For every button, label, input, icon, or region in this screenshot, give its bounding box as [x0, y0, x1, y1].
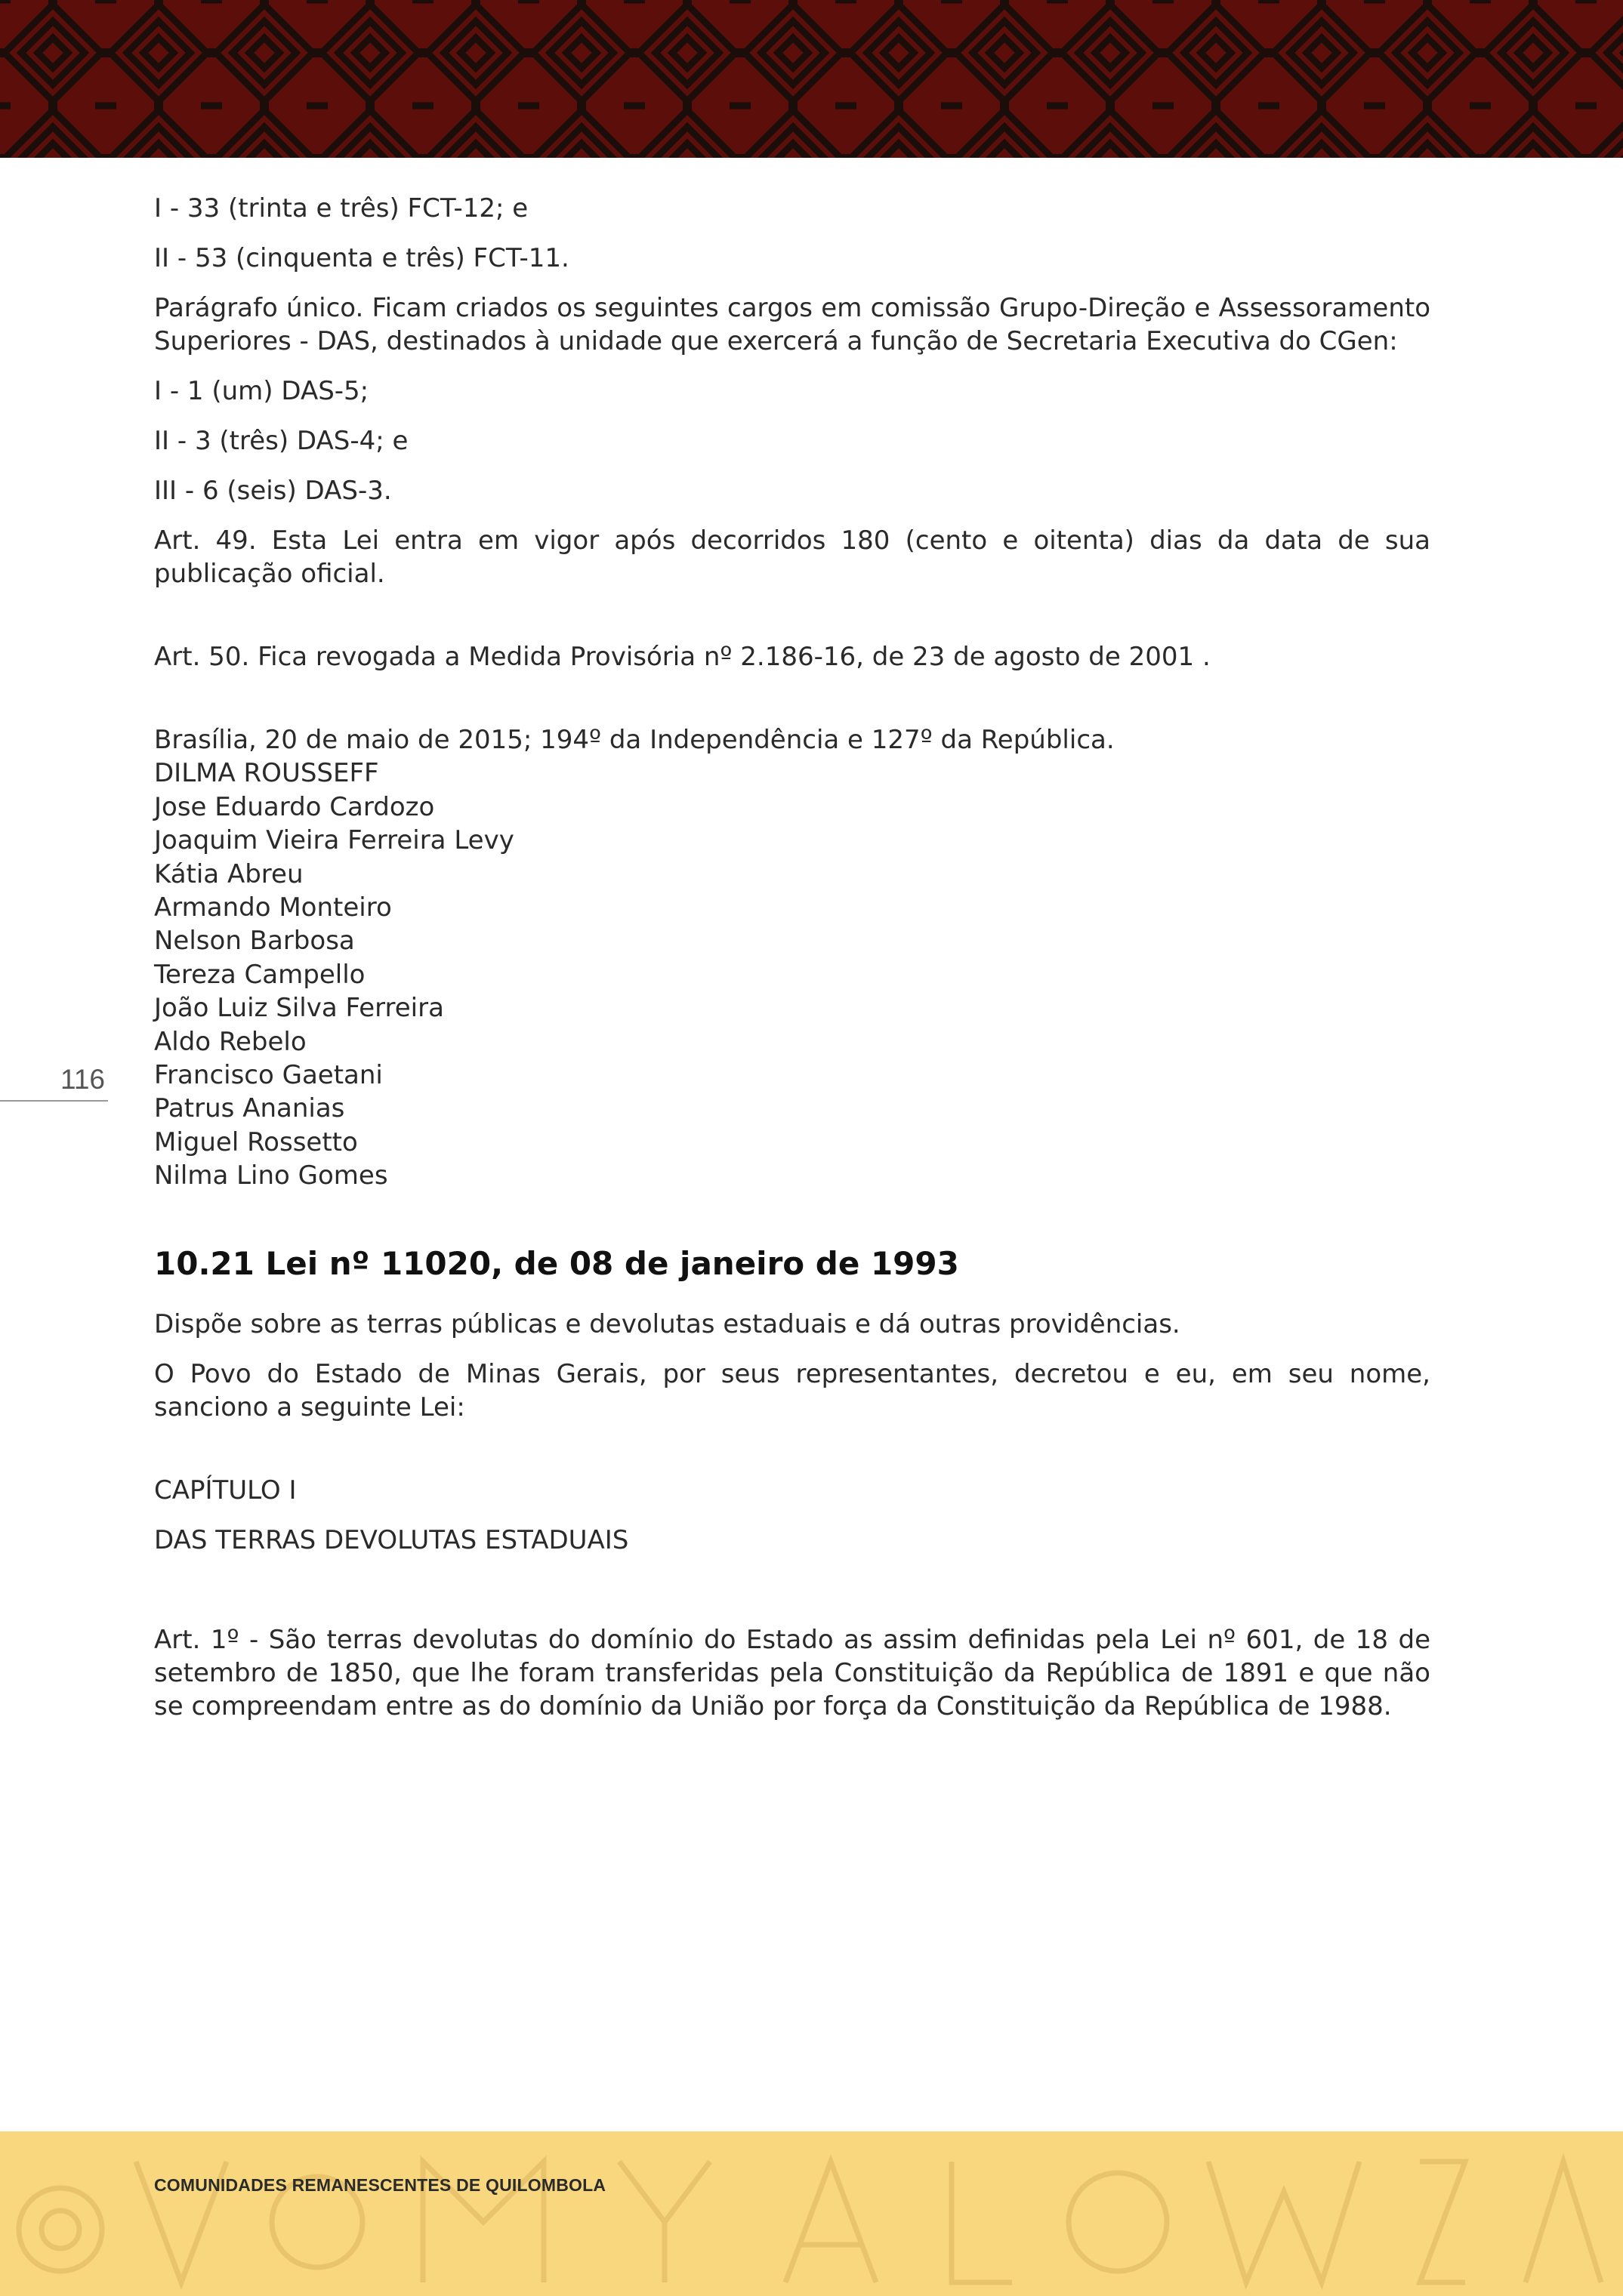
geometric-pattern-graphic	[0, 0, 1623, 158]
signature-line: Nilma Lino Gomes	[154, 1160, 388, 1191]
body-paragraph: O Povo do Estado de Minas Gerais, por seus representantes, decretou e eu, em seu nome, sanciono a seguinte Lei:	[154, 1358, 1430, 1422]
signature-line: Joaquim Vieira Ferreira Levy	[154, 825, 514, 856]
body-paragraph: II - 53 (cinquenta e três) FCT-11.	[154, 243, 569, 273]
signature-line: DILMA ROUSSEFF	[154, 758, 379, 789]
header-pattern-band	[0, 0, 1623, 158]
section-heading: 10.21 Lei nº 11020, de 08 de janeiro de 1993	[154, 1244, 959, 1282]
chapter-number: CAPÍTULO I	[154, 1475, 297, 1505]
article-1: Art. 1º - São terras devolutas do domínio do Estado as assim definidas pela Lei nº 601, de 18 de setembro de 1850, que lhe foram transferidas pela Constituição da República de 1891 e que não se compreendam entre as do domínio da União por força da Constituição da República de 1988.	[154, 1624, 1430, 1721]
footer-band	[0, 2131, 1623, 2296]
signature-line: Nelson Barbosa	[154, 926, 355, 957]
footer-title: COMUNIDADES REMANESCENTES DE QUILOMBOLA	[154, 2175, 606, 2195]
signature-line: Patrus Ananias	[154, 1093, 345, 1124]
signature-line: Francisco Gaetani	[154, 1060, 383, 1091]
signature-line: Tereza Campello	[154, 959, 366, 990]
signature-line: Jose Eduardo Cardozo	[154, 791, 435, 822]
page-number: 116	[0, 1062, 108, 1102]
body-paragraph: Dispõe sobre as terras públicas e devolutas estaduais e dá outras providências.	[154, 1308, 1180, 1339]
body-paragraph: Art. 49. Esta Lei entra em vigor após decorridos 180 (cento e oitenta) dias da data de sua publicação oficial.	[154, 525, 1430, 589]
body-paragraph: I - 1 (um) DAS-5;	[154, 376, 369, 406]
article-50: Art. 50. Fica revogada a Medida Provisória nº 2.186-16, de 23 de agosto de 2001 .	[154, 642, 1211, 672]
chapter-title: DAS TERRAS DEVOLUTAS ESTADUAIS	[154, 1524, 629, 1555]
signature-line: João Luiz Silva Ferreira	[154, 993, 444, 1024]
signature-line: Brasília, 20 de maio de 2015; 194º da Independência e 127º da República.	[154, 725, 1115, 755]
document-body	[154, 192, 1430, 1740]
body-paragraph: I - 33 (trinta e três) FCT-12; e	[154, 193, 529, 223]
body-paragraph: III - 6 (seis) DAS-3.	[154, 476, 392, 506]
decorative-glyph-pattern	[0, 2131, 1623, 2296]
body-paragraph: II - 3 (três) DAS-4; e	[154, 426, 409, 456]
signature-line: Aldo Rebelo	[154, 1026, 307, 1057]
body-paragraph: Parágrafo único. Ficam criados os seguintes cargos em comissão Grupo-Direção e Assessoramento Superiores - DAS, destinados à unidade que exercerá a função de Secretaria Executiva do CGen:	[154, 293, 1430, 356]
signature-line: Armando Monteiro	[154, 892, 392, 923]
signature-line: Miguel Rossetto	[154, 1126, 358, 1157]
signature-block	[154, 723, 1430, 1193]
signature-line: Kátia Abreu	[154, 858, 304, 889]
